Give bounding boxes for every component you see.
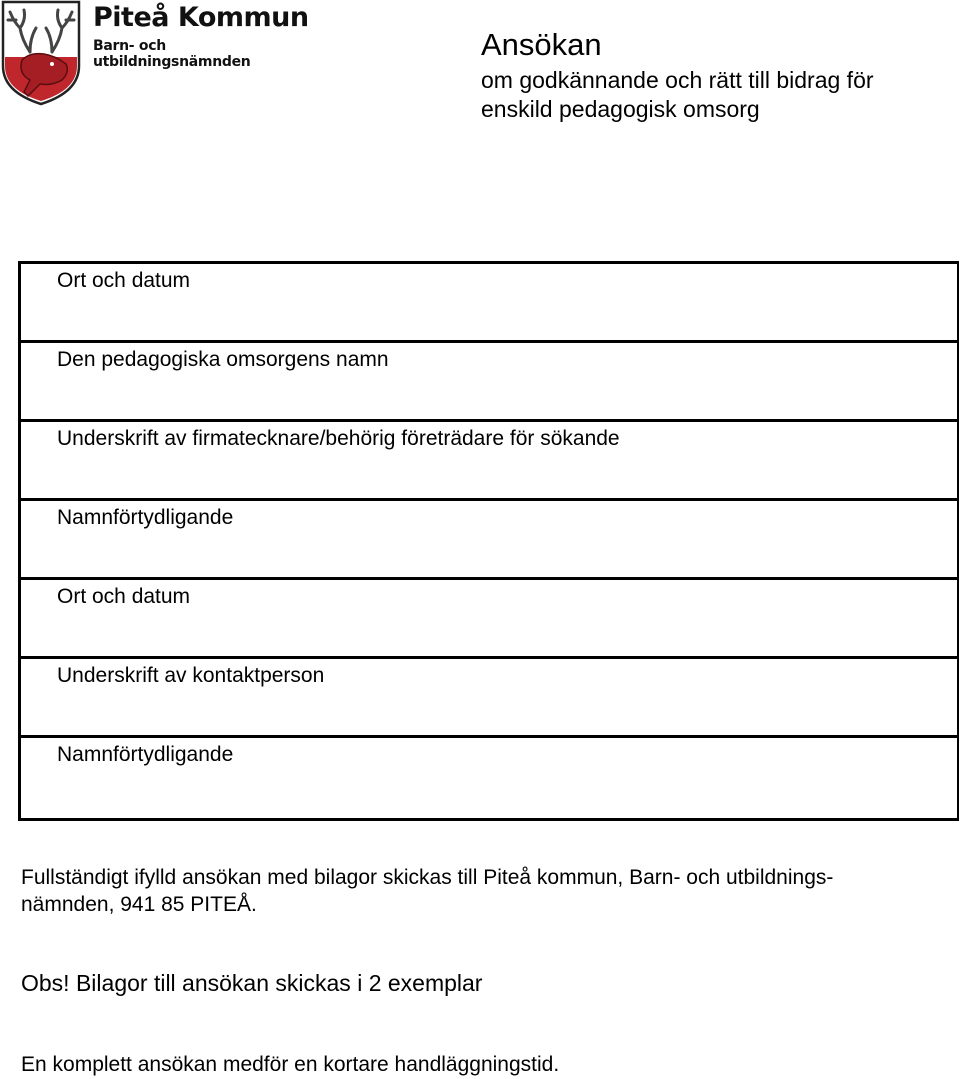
processing-note: En komplett ansökan medför en kortare handläggningstid.	[21, 1053, 560, 1076]
copies-note: Obs! Bilagor till ansökan skickas i 2 exemplar	[21, 970, 483, 996]
submission-instructions	[21, 864, 941, 918]
submission-line-2: nämnden, 941 85 PITEÅ.	[21, 893, 257, 916]
form-row-label: Underskrift av firmatecknare/behörig företrädare för sökande	[57, 427, 620, 450]
form-row-label: Namnförtydligande	[57, 506, 234, 529]
org-name: Piteå Kommun	[93, 2, 309, 33]
org-logo	[0, 0, 320, 110]
form-row-place-date-contact[interactable]	[21, 580, 957, 659]
document-subtitle: om godkännande och rätt till bidrag för enskild pedagogisk omsorg	[481, 67, 874, 122]
form-row-care-name[interactable]	[21, 343, 957, 422]
signature-form	[18, 261, 959, 821]
form-row-label: Namnförtydligande	[57, 743, 234, 766]
reindeer-coat-of-arms-icon	[0, 0, 82, 106]
document-title: Ansökan	[481, 27, 602, 62]
form-row-label: Den pedagogiska omsorgens namn	[57, 348, 389, 371]
org-department: Barn- och utbildningsnämnden	[93, 38, 251, 70]
form-row-place-date[interactable]	[21, 264, 957, 343]
form-row-contact-signature[interactable]	[21, 659, 957, 738]
form-row-label: Underskrift av kontaktperson	[57, 664, 325, 687]
form-row-signatory-signature[interactable]	[21, 422, 957, 501]
form-row-name-clarification[interactable]	[21, 501, 957, 580]
form-row-label: Ort och datum	[57, 585, 191, 608]
form-row-contact-name-clarification[interactable]	[21, 738, 957, 819]
form-row-label: Ort och datum	[57, 269, 191, 292]
submission-line-1: Fullständigt ifylld ansökan med bilagor skickas till Piteå kommun, Barn- och utbildnings-	[21, 866, 834, 889]
